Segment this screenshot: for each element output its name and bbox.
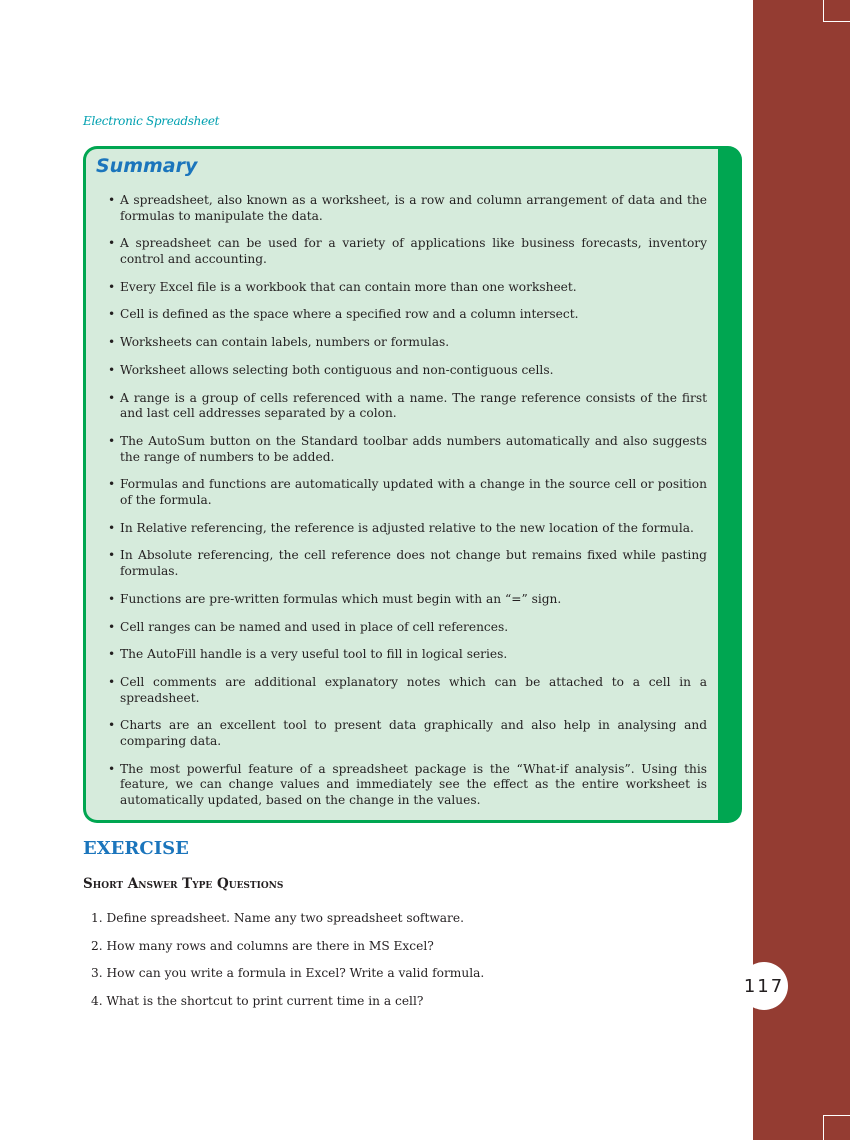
summary-item: • A spreadsheet can be used for a variety of applications like business forecasts, inventory control and accounting. xyxy=(108,236,707,267)
crop-mark-top xyxy=(823,0,850,22)
summary-item: • Cell is defined as the space where a specified row and a column intersect. xyxy=(108,307,707,323)
summary-list xyxy=(108,193,707,821)
summary-item: • A range is a group of cells referenced with a name. The range reference consists of the first and last cell addresses separated by a colon. xyxy=(108,391,707,422)
summary-item: • Worksheet allows selecting both contiguous and non-contiguous cells. xyxy=(108,363,707,379)
summary-title: Summary xyxy=(96,155,198,177)
exercise-heading: EXERCISE xyxy=(83,838,189,859)
summary-item: • In Relative referencing, the reference is adjusted relative to the new location of the formula. xyxy=(108,521,707,537)
question-item: 4. What is the shortcut to print current time in a cell? xyxy=(91,993,424,1008)
page-number: 117 xyxy=(740,962,788,1010)
summary-item: • Charts are an excellent tool to present data graphically and also help in analysing and comparing data. xyxy=(108,718,707,749)
summary-item: • The AutoFill handle is a very useful tool to fill in logical series. xyxy=(108,647,707,663)
summary-item: • Formulas and functions are automatically updated with a change in the source cell or position of the formula. xyxy=(108,477,707,508)
summary-item: • Functions are pre-written formulas which must begin with an “=” sign. xyxy=(108,592,707,608)
summary-item: • In Absolute referencing, the cell reference does not change but remains fixed while pasting formulas. xyxy=(108,548,707,579)
summary-item: • Cell ranges can be named and used in place of cell references. xyxy=(108,620,707,636)
crop-mark-bottom xyxy=(823,1115,850,1140)
summary-item: • A spreadsheet, also known as a worksheet, is a row and column arrangement of data and the formulas to manipulate the data. xyxy=(108,193,707,224)
summary-item: • The AutoSum button on the Standard toolbar adds numbers automatically and also suggests the range of numbers to be added. xyxy=(108,434,707,465)
question-list xyxy=(91,910,731,1020)
question-item: 2. How many rows and columns are there in MS Excel? xyxy=(91,938,434,953)
summary-item: • Worksheets can contain labels, numbers or formulas. xyxy=(108,335,707,351)
summary-item: • Cell comments are additional explanatory notes which can be attached to a cell in a spreadsheet. xyxy=(108,675,707,706)
summary-item: • The most powerful feature of a spreadsheet package is the “What-if analysis”. Using this feature, we can change values and immediately see the effect as the entire worksheet is automatically updated, based on the change in the values. xyxy=(108,762,707,809)
question-item: 3. How can you write a formula in Excel? Write a valid formula. xyxy=(91,966,485,980)
question-item: 1. Define spreadsheet. Name any two spreadsheet software. xyxy=(91,911,464,925)
running-head: Electronic Spreadsheet xyxy=(83,114,220,128)
short-answer-subheading: Short Answer Type Questions xyxy=(83,876,284,892)
summary-item: • Every Excel file is a workbook that can contain more than one worksheet. xyxy=(108,280,707,296)
summary-box xyxy=(83,146,742,823)
